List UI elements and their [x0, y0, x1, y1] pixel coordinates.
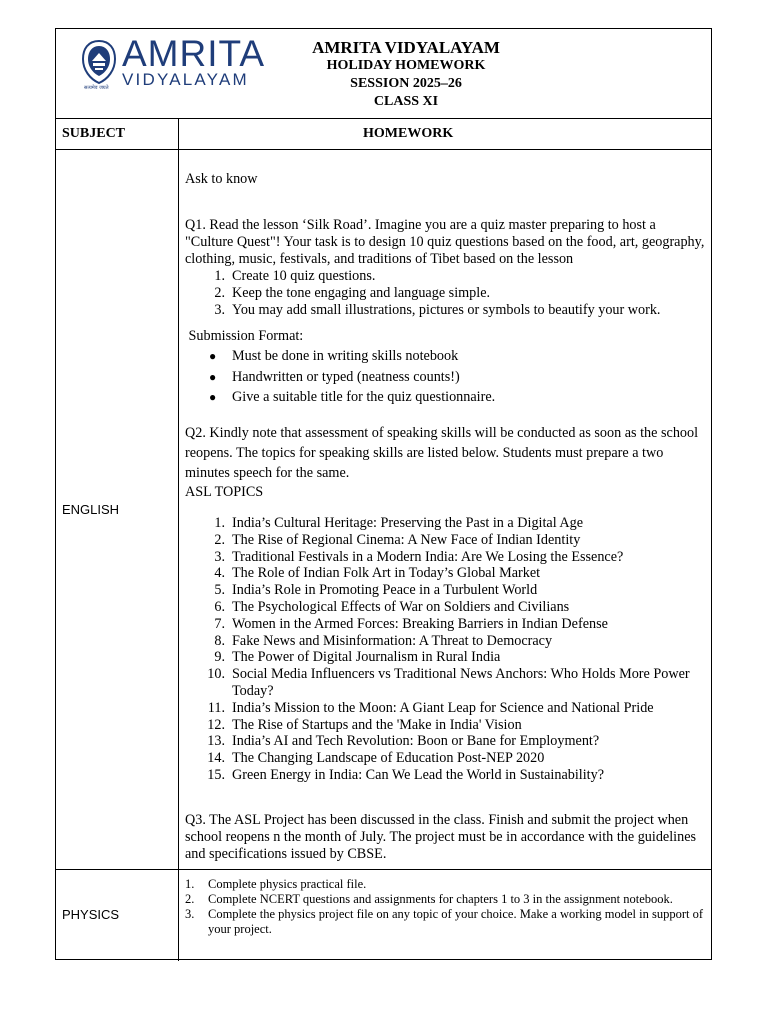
bullet-icon: ● [209, 369, 217, 384]
session: SESSION 2025–26 [350, 76, 462, 91]
subject-english: ENGLISH [62, 502, 120, 517]
list-item: 2. The Rise of Regional Cinema: A New Face of Indian Identity [214, 531, 581, 548]
bullet-icon: ● [209, 390, 217, 405]
asl-topics-list [185, 515, 705, 784]
asl-topics-heading: ASL TOPICS [185, 484, 264, 500]
column-header-divider [56, 149, 711, 150]
list-item: ● Must be done in writing skills notebook [209, 348, 459, 364]
homework-table [55, 28, 712, 960]
quiz-steps-list [185, 268, 705, 319]
logo-wordmark: AMRITA [122, 33, 266, 74]
list-item: 1. Create 10 quiz questions. [214, 268, 376, 284]
list-item: 9. The Power of Digital Journalism in Rural India [214, 649, 501, 666]
english-q2: Q2. Kindly note that assessment of speaking skills will be conducted as soon as the school reopens. The topics for speaking skills are listed below. Students must prepare a two minutes speech for the same. [185, 425, 699, 482]
list-item: 3. Complete the physics project file on any topic of your choice. Make a working model in support of your project. [185, 907, 704, 936]
list-item: 14. The Changing Landscape of Education Post-NEP 2020 [207, 750, 545, 767]
list-item: 7. Women in the Armed Forces: Breaking Barriers in Indian Defense [214, 615, 608, 632]
logo-tagline: सत्यमेव जयते [84, 85, 109, 91]
submission-format-label: Submission Format: [185, 328, 304, 344]
list-item: 2. Complete NCERT questions and assignments for chapters 1 to 3 in the assignment notebook. [185, 892, 673, 906]
list-item: 12. The Rise of Startups and the 'Make in India' Vision [207, 716, 522, 733]
subject-physics: PHYSICS [62, 907, 120, 922]
english-intro: Ask to know [185, 171, 258, 187]
school-emblem-icon [82, 39, 116, 85]
homework-column-header: HOMEWORK [363, 126, 454, 141]
physics-tasks-list [185, 877, 705, 937]
list-item: 3. You may add small illustrations, pictures or symbols to beautify your work. [214, 302, 661, 318]
list-item: 13. India’s AI and Tech Revolution: Boon or Bane for Employment? [207, 733, 600, 750]
list-item: 1. India’s Cultural Heritage: Preserving the Past in a Digital Age [214, 515, 584, 531]
english-q1: Q1. Read the lesson ‘Silk Road’. Imagine you are a quiz master preparing to host a "Culture Quest"! Your task is to design 10 quiz questions based on the food, art, geography, clothing, music, festivals, and traditions of Tibet based on the lesson [185, 217, 705, 268]
school-logo [82, 33, 266, 91]
row-divider [56, 869, 711, 870]
list-item: 3. Traditional Festivals in a Modern India: Are We Losing the Essence? [214, 548, 624, 565]
list-item: 8. Fake News and Misinformation: A Threat to Democracy [214, 632, 553, 649]
list-item: 6. The Psychological Effects of War on Soldiers and Civilians [214, 598, 570, 615]
school-name: AMRITA VIDYALAYAM [312, 38, 500, 57]
list-item: 11. India’s Mission to the Moon: A Giant Leap for Science and National Pride [207, 699, 654, 716]
logo-wordmark-sub: VIDYALAYAM [122, 70, 249, 89]
subject-column-header: SUBJECT [62, 126, 126, 141]
list-item: 1. Complete physics practical file. [185, 877, 367, 891]
document-title: HOLIDAY HOMEWORK [326, 58, 486, 73]
list-item: 4. The Role of Indian Folk Art in Today’s Global Market [214, 565, 541, 582]
list-item: 10. Social Media Influencers vs Traditional News Anchors: Who Holds More Power Today? [207, 666, 690, 699]
list-item: 2. Keep the tone engaging and language simple. [214, 285, 491, 301]
column-divider [178, 118, 179, 961]
english-q3: Q3. The ASL Project has been discussed in the class. Finish and submit the project when school reopens n the month of July. The project must be in accordance with the guidelines and specifications issued by CBSE. [185, 812, 697, 863]
list-item: 15. Green Energy in India: Can We Lead the World in Sustainability? [207, 766, 605, 783]
bullet-icon: ● [209, 349, 217, 363]
class-label: CLASS XI [373, 94, 439, 109]
list-item: ● Handwritten or typed (neatness counts!) [209, 368, 460, 385]
list-item: ● Give a suitable title for the quiz questionnaire. [209, 389, 496, 406]
header-divider [56, 118, 711, 119]
submission-list [185, 348, 705, 410]
list-item: 5. India’s Role in Promoting Peace in a Turbulent World [214, 582, 538, 599]
